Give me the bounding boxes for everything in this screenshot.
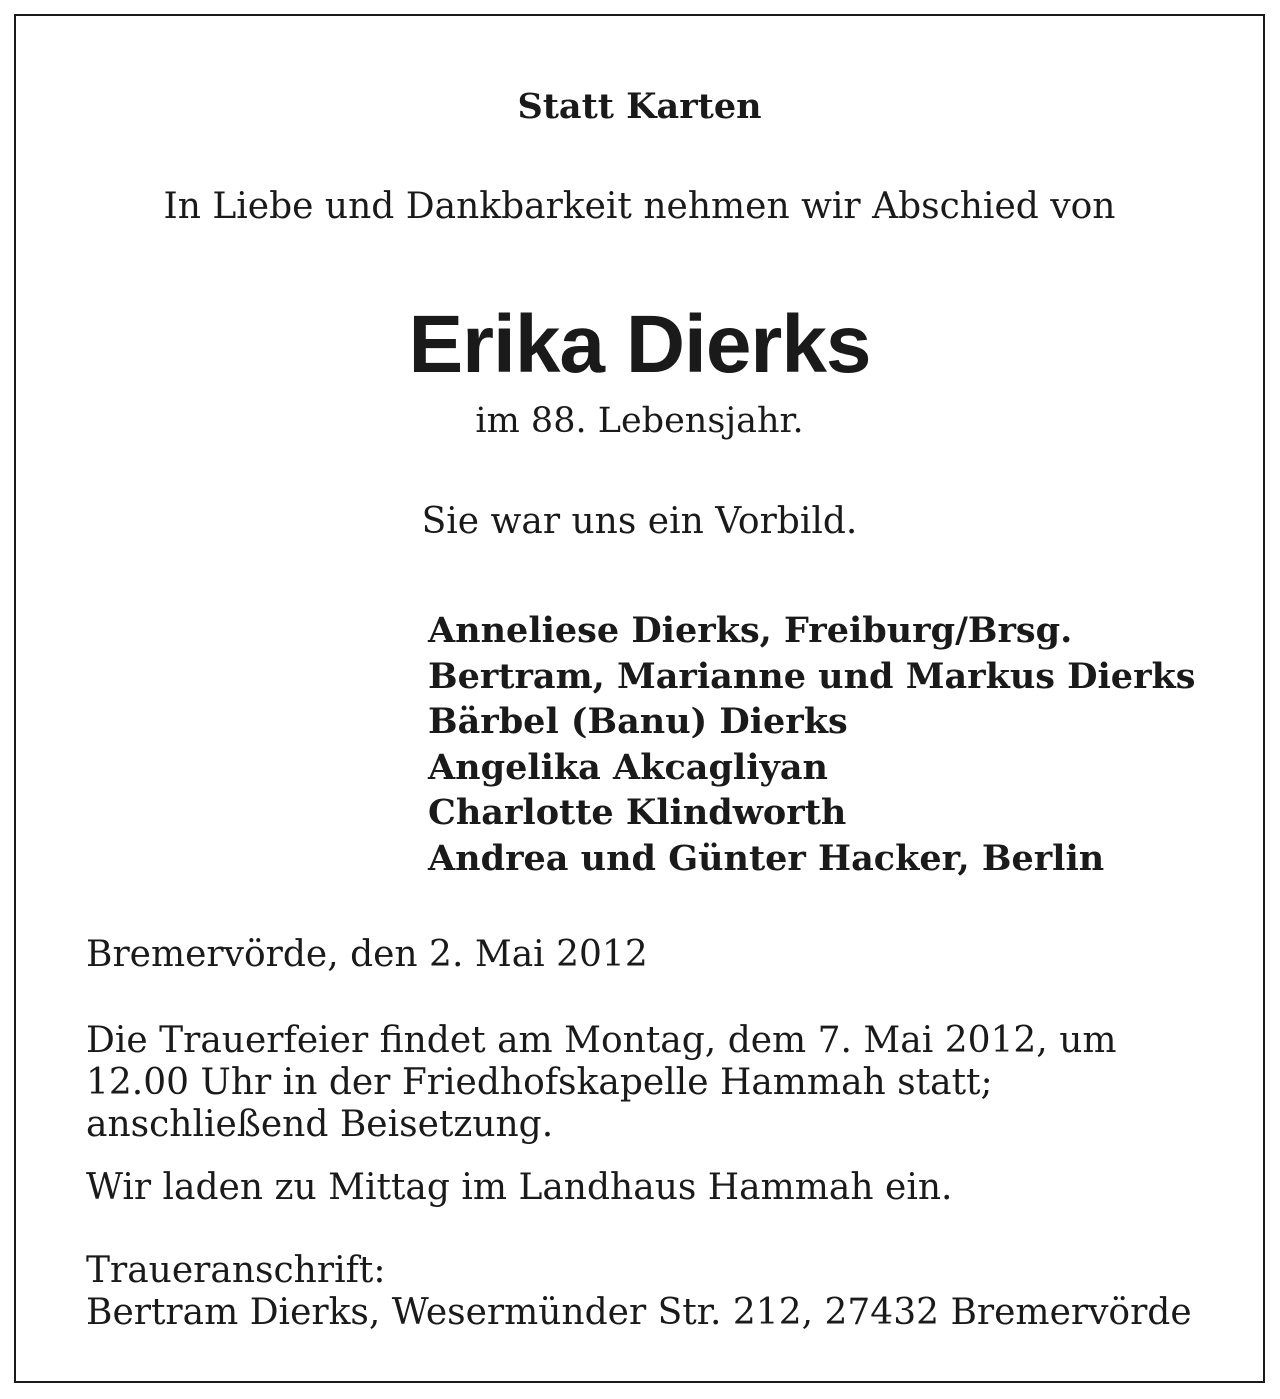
mourner-item: Bärbel (Banu) Dierks xyxy=(428,701,848,742)
mourner-item: Charlotte Klindworth xyxy=(428,792,847,833)
motto: Sie war uns ein Vorbild. xyxy=(421,501,858,542)
ceremony-line: anschließend Beisetzung. xyxy=(86,1104,554,1145)
mourners-list xyxy=(428,608,1195,881)
place-date: Bremervörde, den 2. Mai 2012 xyxy=(86,934,648,975)
age-line: im 88. Lebensjahr. xyxy=(475,401,804,441)
ceremony-info xyxy=(86,1020,1117,1146)
mourner-item: Andrea und Günter Hacker, Berlin xyxy=(428,837,1105,879)
mourner-item: Bertram, Marianne und Markus Dierks xyxy=(428,655,1196,697)
ceremony-line: 12.00 Uhr in der Friedhofskapelle Hammah statt; xyxy=(86,1062,993,1103)
obituary-frame xyxy=(14,14,1265,1383)
address-line: Bertram Dierks, Wesermünder Str. 212, 27432 Bremervörde xyxy=(86,1292,1192,1333)
address-label: Traueranschrift: xyxy=(86,1250,386,1291)
mourner-item: Anneliese Dierks, Freiburg/Brsg. xyxy=(428,610,1073,651)
ceremony-line: Die Trauerfeier findet am Montag, dem 7. Mai 2012, um xyxy=(86,1020,1117,1061)
heading: Statt Karten xyxy=(517,86,762,127)
mourner-item: Angelika Akcagliyan xyxy=(428,746,828,788)
mourning-address xyxy=(86,1250,1192,1334)
intro-text: In Liebe und Dankbarkeit nehmen wir Abschied von xyxy=(163,186,1116,227)
deceased-name: Erika Dierks xyxy=(408,299,871,390)
lunch-invite: Wir laden zu Mittag im Landhaus Hammah ein. xyxy=(86,1167,953,1208)
